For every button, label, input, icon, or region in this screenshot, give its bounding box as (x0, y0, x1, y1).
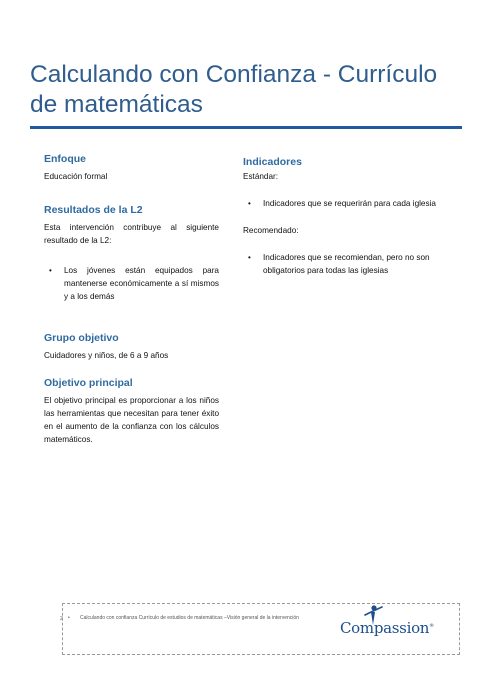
left-column (44, 152, 219, 446)
objetivo-text: El objetivo principal es proporcionar a los niños las herramientas que necesitan para tener éxito en el aumento de la confianza con los cálculos matemáticos. (44, 396, 219, 444)
footer-text: Calculando con confianza Currículo de estudios de matemáticas –Visión general de la intervención (80, 615, 299, 621)
footer-bullet: • (68, 615, 70, 621)
resultados-intro: Esta intervención contribuye al siguiente resultado de la L2: (44, 223, 219, 245)
grupo-text: Cuidadores y niños, de 6 a 9 años (44, 351, 169, 360)
enfoque-text: Educación formal (44, 172, 108, 181)
enfoque-heading: Enfoque (44, 153, 86, 165)
recomendado-label: Recomendado: (243, 226, 299, 235)
title-underline (30, 126, 462, 129)
indicadores-heading: Indicadores (243, 156, 302, 168)
grupo-heading: Grupo objetivo (44, 332, 119, 344)
resultados-bullet-text: Los jóvenes están equipados para mantenerse económicamente a sí mismos y a los demás (64, 266, 219, 301)
compassion-logo (340, 603, 460, 643)
bullet-icon: • (248, 199, 251, 208)
page-number: 2 (60, 616, 63, 622)
bullet-icon: • (49, 266, 52, 275)
bullet-icon: • (248, 253, 251, 262)
recomendado-bullet-text: Indicadores que se recomiendan, pero no son obligatorios para todas las iglesias (263, 253, 430, 275)
page-title: Calculando con Confianza - Currículo de matemáticas (30, 61, 438, 118)
resultados-bullet-item (44, 264, 219, 303)
resultados-heading: Resultados de la L2 (44, 204, 143, 216)
logo-text: Compassion® (340, 619, 434, 637)
estandar-bullet-item (243, 197, 453, 210)
objetivo-heading: Objetivo principal (44, 377, 133, 389)
recomendado-bullet-item (243, 251, 453, 277)
estandar-label: Estándar: (243, 172, 279, 181)
right-column (243, 152, 453, 277)
estandar-bullet-text: Indicadores que se requerirán para cada iglesia (263, 199, 436, 208)
